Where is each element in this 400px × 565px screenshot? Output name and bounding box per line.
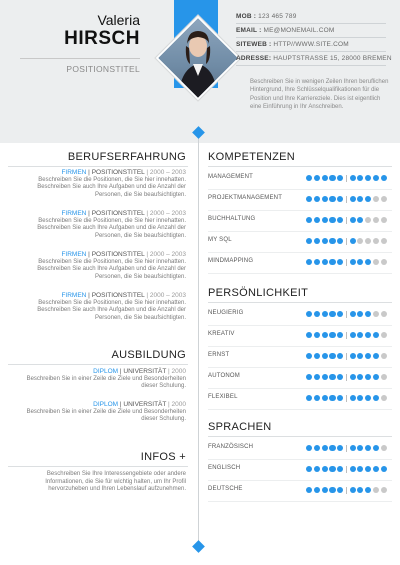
rating-dot-empty: [381, 238, 387, 244]
rating-dot-filled: [306, 353, 312, 359]
section-title-personality: PERSÖNLICHKEIT: [208, 287, 309, 299]
rating-dot-filled: [381, 466, 387, 472]
rating-dot-filled: [329, 175, 335, 181]
rating-dot-filled: [329, 445, 335, 451]
rating-dot-filled: [357, 374, 363, 380]
rating-label: MANAGEMENT: [208, 174, 254, 180]
rating-label: PROJEKTMANAGEMENT: [208, 195, 283, 201]
rating-label: FLEXIBEL: [208, 394, 238, 400]
rating-separator: [346, 311, 347, 318]
rating-dot-filled: [306, 332, 312, 338]
rating-divider: [208, 325, 392, 326]
rating-dot-filled: [365, 466, 371, 472]
experience-item: FIRMEN | POSITIONSTITEL | 2000 – 2003 Beschreiben Sie die Positionen, die Sie hier innehatten. Beschreiben Sie auch Ihre Aufgaben und die Anzahl der Personen, die Sie beaufsichtigten.: [37, 169, 186, 198]
contact-divider: [236, 23, 386, 24]
rating-dot-filled: [306, 374, 312, 380]
rating-separator: [346, 445, 347, 452]
last-name: HIRSCH: [64, 28, 140, 49]
rating-divider: [208, 388, 392, 389]
rating-dot-filled: [357, 445, 363, 451]
rating-dot-filled: [373, 175, 379, 181]
rating-dot-filled: [365, 487, 371, 493]
rating-dot-empty: [381, 487, 387, 493]
rating-dot-filled: [337, 259, 343, 265]
section-title-education: AUSBILDUNG: [111, 349, 186, 361]
experience-item: FIRMEN | POSITIONSTITEL | 2000 – 2003 Beschreiben Sie die Positionen, die Sie hier innehatten. Beschreiben Sie auch Ihre Aufgaben und die Anzahl der Personen, die Sie beaufsichtigten.: [37, 251, 186, 280]
rating-label: MY SQL: [208, 237, 232, 243]
rating-dot-filled: [337, 353, 343, 359]
rating-dot-filled: [365, 353, 371, 359]
rating-dot-filled: [329, 466, 335, 472]
rating-dot-filled: [381, 175, 387, 181]
rating-divider: [208, 210, 392, 211]
rating-dot-filled: [350, 217, 356, 223]
rating-dots: [306, 196, 387, 204]
rating-dot-filled: [314, 259, 320, 265]
rating-dot-filled: [357, 175, 363, 181]
rating-dot-filled: [357, 487, 363, 493]
rating-dot-filled: [373, 395, 379, 401]
center-divider: [198, 134, 199, 545]
rating-dot-empty: [373, 217, 379, 223]
section-divider: [8, 364, 188, 365]
contact-website[interactable]: SITEWEB : HTTP//WWW.SITE.COM: [236, 41, 349, 48]
rating-dot-filled: [329, 487, 335, 493]
rating-separator: [346, 353, 347, 360]
rating-dot-filled: [306, 487, 312, 493]
rating-dots: [306, 238, 387, 246]
rating-dot-filled: [322, 466, 328, 472]
rating-dot-filled: [365, 196, 371, 202]
experience-item: FIRMEN | POSITIONSTITEL | 2000 – 2003 Beschreiben Sie die Positionen, die Sie hier innehatten. Beschreiben Sie auch Ihre Aufgaben und die Anzahl der Personen, die Sie beaufsichtigten.: [37, 292, 186, 321]
rating-dot-filled: [350, 311, 356, 317]
rating-dot-filled: [314, 332, 320, 338]
rating-dot-filled: [322, 238, 328, 244]
rating-dot-filled: [350, 196, 356, 202]
rating-dot-filled: [337, 374, 343, 380]
rating-dot-filled: [329, 238, 335, 244]
rating-dot-filled: [322, 445, 328, 451]
education-item: DIPLOM | UNIVERSITÄT | 2000 Beschreiben Sie in einer Zeile die Ziele und Besonderheiten dieser Schulung.: [26, 401, 186, 423]
rating-dot-filled: [373, 332, 379, 338]
first-name: Valeria: [97, 12, 140, 28]
rating-dot-filled: [314, 374, 320, 380]
rating-dots: [306, 217, 387, 225]
rating-dot-filled: [329, 374, 335, 380]
rating-separator: [346, 466, 347, 473]
rating-divider: [208, 501, 392, 502]
contact-divider: [236, 37, 386, 38]
rating-dot-filled: [365, 175, 371, 181]
rating-dot-filled: [373, 466, 379, 472]
rating-divider: [208, 346, 392, 347]
contact-mobile: MOB : 123 465 789: [236, 13, 297, 20]
infos-text: Beschreiben Sie Ihre Interessengebiete oder andere Informationen, die Sie für wichtig halten, um Ihr Profil hervorzuheben und Ihren Lebenslauf aufzunehmen.: [45, 471, 186, 493]
rating-dot-filled: [322, 374, 328, 380]
rating-dots: [306, 466, 387, 474]
rating-dot-filled: [337, 175, 343, 181]
rating-dot-filled: [357, 217, 363, 223]
rating-label: NEUGIERIG: [208, 310, 244, 316]
section-divider: [208, 166, 392, 167]
rating-dot-empty: [365, 238, 371, 244]
rating-dot-filled: [373, 374, 379, 380]
rating-dot-filled: [357, 353, 363, 359]
rating-separator: [346, 332, 347, 339]
rating-label: MINDMAPPING: [208, 258, 254, 264]
rating-dot-filled: [306, 311, 312, 317]
rating-dot-filled: [357, 395, 363, 401]
rating-dot-filled: [357, 311, 363, 317]
rating-dots: [306, 445, 387, 453]
contact-email[interactable]: EMAIL : ME@MONEMAIL.COM: [236, 27, 335, 34]
rating-dots: [306, 259, 387, 267]
rating-separator: [346, 395, 347, 402]
contact-address: ADRESSE: HAUPTSTRASSE 15, 28000 BREMEN: [236, 55, 392, 62]
rating-dot-filled: [314, 395, 320, 401]
rating-dot-filled: [350, 175, 356, 181]
rating-dot-filled: [329, 332, 335, 338]
rating-divider: [208, 252, 392, 253]
rating-label: ERNST: [208, 352, 230, 358]
rating-separator: [346, 196, 347, 203]
contact-divider: [236, 51, 386, 52]
rating-dot-empty: [381, 196, 387, 202]
rating-divider: [208, 409, 392, 410]
rating-dot-filled: [322, 311, 328, 317]
rating-dot-empty: [373, 487, 379, 493]
rating-divider: [208, 459, 392, 460]
rating-dot-filled: [373, 445, 379, 451]
rating-dot-empty: [381, 259, 387, 265]
rating-dot-filled: [350, 466, 356, 472]
rating-dot-filled: [329, 395, 335, 401]
rating-dot-empty: [373, 259, 379, 265]
rating-dot-filled: [329, 353, 335, 359]
rating-dot-filled: [350, 487, 356, 493]
section-title-experience: BERUFSERFAHRUNG: [67, 151, 186, 163]
rating-divider: [208, 273, 392, 274]
rating-label: BUCHHALTUNG: [208, 216, 256, 222]
rating-dot-filled: [306, 259, 312, 265]
title-divider: [20, 58, 140, 59]
rating-dot-empty: [365, 217, 371, 223]
rating-dot-filled: [337, 466, 343, 472]
rating-dot-filled: [337, 445, 343, 451]
rating-dot-filled: [322, 487, 328, 493]
rating-dot-filled: [322, 175, 328, 181]
rating-dot-filled: [365, 311, 371, 317]
rating-dot-filled: [357, 196, 363, 202]
rating-dot-empty: [373, 311, 379, 317]
rating-dot-empty: [381, 445, 387, 451]
rating-dot-empty: [381, 353, 387, 359]
rating-dot-filled: [357, 259, 363, 265]
rating-dot-filled: [337, 238, 343, 244]
rating-separator: [346, 217, 347, 224]
rating-label: FRANZÖSISCH: [208, 444, 254, 450]
rating-dot-filled: [337, 217, 343, 223]
rating-dots: [306, 374, 387, 382]
rating-dot-filled: [350, 238, 356, 244]
rating-dot-filled: [314, 487, 320, 493]
rating-dots: [306, 311, 387, 319]
rating-separator: [346, 487, 347, 494]
rating-dot-empty: [381, 395, 387, 401]
rating-dot-filled: [350, 259, 356, 265]
rating-dot-filled: [322, 217, 328, 223]
rating-dots: [306, 487, 387, 495]
rating-dot-filled: [365, 332, 371, 338]
rating-dot-empty: [381, 374, 387, 380]
rating-dot-empty: [373, 196, 379, 202]
rating-dots: [306, 175, 387, 183]
rating-dot-filled: [365, 445, 371, 451]
rating-dot-filled: [322, 259, 328, 265]
rating-label: ENGLISCH: [208, 465, 241, 471]
rating-dot-filled: [365, 395, 371, 401]
section-divider: [8, 166, 188, 167]
rating-dot-filled: [365, 259, 371, 265]
rating-dot-filled: [357, 466, 363, 472]
rating-dot-filled: [306, 395, 312, 401]
rating-label: DEUTSCHE: [208, 486, 243, 492]
rating-dot-filled: [329, 259, 335, 265]
rating-dot-filled: [329, 196, 335, 202]
rating-dot-filled: [306, 466, 312, 472]
rating-dot-filled: [329, 217, 335, 223]
rating-dot-filled: [306, 445, 312, 451]
rating-dot-filled: [350, 445, 356, 451]
intro-text: Beschreiben Sie in wenigen Zeilen Ihren beruflichen Hintergrund, Ihre Schlüsselqualifikationen für die Position und Ihre Karriereziele. Dies ist eigentlich eine Einführung in Ihr Anschreiben.: [250, 79, 389, 111]
rating-dot-empty: [381, 332, 387, 338]
rating-dot-filled: [314, 466, 320, 472]
position-title: POSITIONSTITEL: [66, 64, 140, 74]
rating-separator: [346, 374, 347, 381]
rating-divider: [208, 480, 392, 481]
diamond-bottom-icon: [192, 540, 205, 553]
rating-dot-filled: [350, 395, 356, 401]
rating-dot-filled: [322, 332, 328, 338]
rating-dot-filled: [306, 238, 312, 244]
rating-dot-filled: [314, 238, 320, 244]
rating-dot-filled: [306, 175, 312, 181]
rating-label: KREATIV: [208, 331, 235, 337]
rating-dot-filled: [314, 196, 320, 202]
rating-dot-filled: [337, 332, 343, 338]
rating-dot-filled: [314, 217, 320, 223]
rating-dot-filled: [314, 311, 320, 317]
rating-dot-empty: [373, 238, 379, 244]
rating-dot-filled: [337, 487, 343, 493]
rating-dot-filled: [314, 445, 320, 451]
rating-dot-filled: [365, 374, 371, 380]
rating-divider: [208, 367, 392, 368]
experience-item: FIRMEN | POSITIONSTITEL | 2000 – 2003 Beschreiben Sie die Positionen, die Sie hier innehatten. Beschreiben Sie auch Ihre Aufgaben und die Anzahl der Personen, die Sie beaufsichtigten.: [37, 210, 186, 239]
rating-dot-filled: [329, 311, 335, 317]
section-divider: [208, 302, 392, 303]
rating-dot-filled: [350, 353, 356, 359]
rating-divider: [208, 189, 392, 190]
rating-dot-filled: [337, 311, 343, 317]
rating-dots: [306, 332, 387, 340]
section-divider: [208, 436, 392, 437]
rating-dots: [306, 395, 387, 403]
rating-dot-empty: [381, 217, 387, 223]
rating-dot-filled: [373, 353, 379, 359]
rating-dot-empty: [381, 311, 387, 317]
education-item: DIPLOM | UNIVERSITÄT | 2000 Beschreiben Sie in einer Zeile die Ziele und Besonderheiten dieser Schulung.: [26, 368, 186, 390]
section-title-languages: SPRACHEN: [208, 421, 272, 433]
rating-dot-filled: [306, 217, 312, 223]
rating-dot-filled: [314, 353, 320, 359]
rating-dot-filled: [337, 196, 343, 202]
rating-divider: [208, 231, 392, 232]
rating-dot-filled: [322, 395, 328, 401]
rating-dot-filled: [314, 175, 320, 181]
rating-dots: [306, 353, 387, 361]
section-title-infos: INFOS +: [140, 451, 186, 463]
rating-dot-filled: [350, 374, 356, 380]
contact-divider: [236, 65, 386, 66]
rating-separator: [346, 259, 347, 266]
rating-dot-filled: [322, 196, 328, 202]
rating-label: AUTONOM: [208, 373, 240, 379]
rating-dot-empty: [357, 238, 363, 244]
rating-separator: [346, 175, 347, 182]
rating-dot-filled: [322, 353, 328, 359]
rating-dot-filled: [337, 395, 343, 401]
rating-separator: [346, 238, 347, 245]
section-title-skills: KOMPETENZEN: [208, 151, 296, 163]
section-divider: [8, 466, 188, 467]
rating-dot-filled: [357, 332, 363, 338]
rating-dot-filled: [306, 196, 312, 202]
rating-dot-filled: [350, 332, 356, 338]
